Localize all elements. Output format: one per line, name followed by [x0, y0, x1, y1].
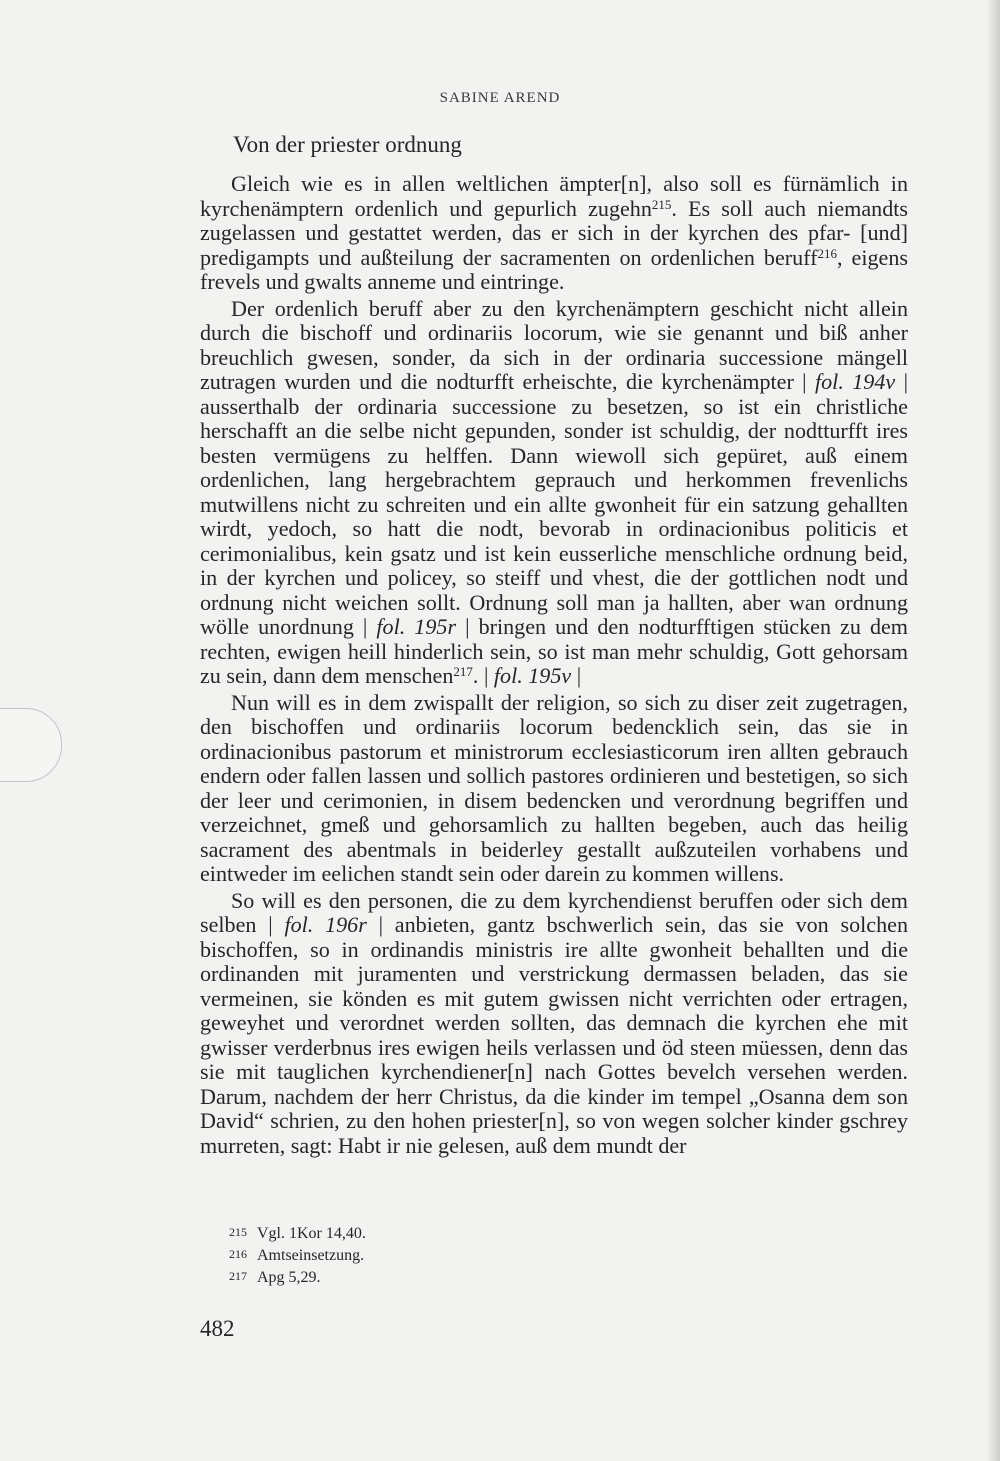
text-run: , eigens frevels und gwalts anneme und eintringe. [200, 244, 908, 294]
footnote-text: Vgl. 1Kor 14,40. [257, 1225, 366, 1242]
footnote [229, 1244, 366, 1266]
page-number: 482 [200, 1316, 235, 1341]
footnotes [229, 1222, 366, 1288]
paragraph [200, 172, 908, 295]
running-head: SABINE AREND [439, 90, 561, 106]
footnote-ref: 217 [453, 664, 473, 679]
text-run: . Es soll auch niemandts zugelassen und gestattet werden, das er sich in der kyrchen des pfar- [und] predigampts und außteilung der sacramenten on ordenlichen beruff [200, 195, 909, 270]
text-run: . | [472, 663, 494, 688]
folio-marker: fol. 195v [493, 663, 572, 688]
footnote-ref: 215 [651, 196, 672, 212]
folio-marker: fol. 196r [284, 912, 367, 937]
text-run: Gleich wie es in allen weltlichen ämpter[n], also soll es fürnämlich in kyrchenämptern ordenlich und gepurlich zugehn [200, 171, 908, 221]
footnote [229, 1266, 366, 1288]
paragraph [200, 889, 908, 1159]
text-run: So will es den personen, die zu dem kyrchendienst beruffen oder sich dem selben | [200, 887, 908, 937]
text-run: | anbieten, gantz bschwerlich sein, das sie von solchen bischoffen, so in ordinandis ministris ire allte gwonheit behallten und die ordinanden mit juramenten und verstrickung dermassen beladen, das sie vermeinen, sie könden es mit gutem gwissen nicht verrichten oder ertragen, geweyhet und verordnet werden sollten, das demnach die kyrchen ehe mit gwisser verderbnus ires ewigen heils verlassen und öd steen müessen, denn das sie mit tauglichen kyrchendiener[n] nach Gottes bevelch versehen werden. Darum, nachdem der herr Christus, da die kinder im tempel „Osanna dem son David“ schrien, zu den hohen priester[n], so von wegen solcher kinder gschrey murreten, sagt: Habt ir nie gelesen, auß dem mundt der [200, 912, 908, 1158]
footnote-number: 216 [229, 1247, 247, 1261]
text-run: Der ordenlich beruff aber zu den kyrchenämptern geschicht nicht allein durch die bischoff und ordinariis locorum, wie sie genannt und biß anher breuchlich gwesen, sonder, da sich in der ordinaria successione mängell zutragen wurden und die nodturfft erheischte, die kyrchenämpter | [200, 295, 908, 394]
text-run: | ausserthalb der ordinaria successione zu besetzen, so ist ein christliche herschafft an die selbe nicht gepunden, sonder ist schuldig, der nodtturfft ires besten vermügens zu helffen. Dann wiewoll sich gepüret, auß einem ordenlichen, lang hergebrachtem geprauch und herkommen frevenlichs mutwillens nicht zu schreiten und ein allte gwonheit für ein satzung gehallten wirdt, yedoch, so hatt die nodt, bevorab in ordinacionibus politicis et cerimonialibus, kein gsatz und ist kein eusserliche menschliche ordnung beid, in der kyrchen und policey, so steiff und vhest, die der gottlichen nodt und ordnung nicht weichen sollt. Ordnung soll man ja hallten, aber wan ordnung wölle unordnung | [200, 369, 908, 639]
body-text [200, 172, 908, 1160]
section-title: Von der priester ordnung [233, 132, 462, 157]
folio-marker: fol. 194v [815, 369, 896, 394]
binder-clip-shadow [0, 708, 62, 782]
footnote-ref: 216 [817, 245, 837, 261]
text-run: | bringen und den nodturfftigen stücken zu dem rechten, ewigen heill hinderlich sein, so ist man mehr schuldig, Gott gehorsam zu sein, dann dem menschen [200, 614, 908, 688]
text-run: Nun will es in dem zwispallt der religion, so sich zu diser zeit zugetragen, den bischoffen und ordinariis locorum bedencklich sein, das sie in ordinacionibus pastorum et ministrorum ecclesiasticorum iren allten gebrauch endern oder fallen lassen und sollich pastores ordinieren und bestetigen, so sich der leer und cerimonien, in disem bedencken und verordnung begriffen und verzeichnet, gmeß und gehorsamlich zu hallten begeben, auch das heilig sacrament des abentmals in beiderley gestallt außzuteilen vorhabens und eintweder im eelichen standt sein oder darein zu kommen willens. [200, 689, 908, 886]
footnote [229, 1222, 366, 1244]
footnote-number: 215 [229, 1225, 247, 1239]
page-edge-shadow [986, 0, 1000, 1461]
footnote-text: Amtseinsetzung. [257, 1247, 365, 1264]
text-run: | [571, 663, 582, 688]
paragraph [200, 691, 908, 887]
folio-marker: fol. 195r [376, 614, 457, 639]
footnote-number: 217 [229, 1269, 247, 1283]
paragraph [200, 297, 908, 689]
footnote-text: Apg 5,29. [257, 1269, 321, 1286]
